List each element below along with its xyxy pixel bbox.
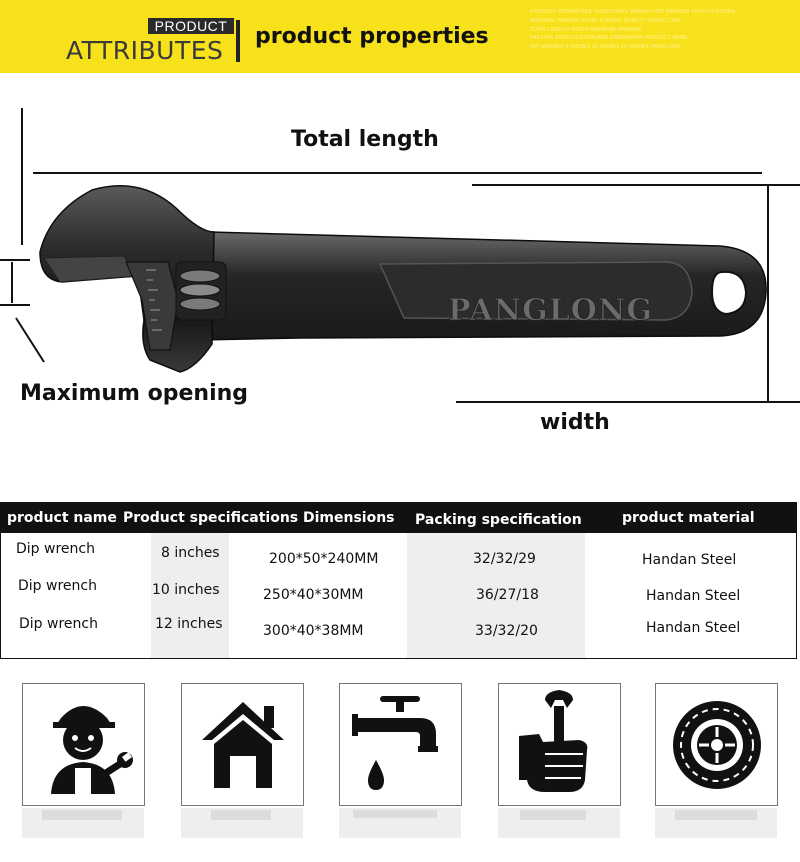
wrench-image bbox=[40, 186, 766, 372]
reflection bbox=[339, 808, 461, 838]
hand-wrench-icon bbox=[498, 683, 621, 806]
mechanic-icon bbox=[22, 683, 145, 806]
worm-gear bbox=[176, 262, 226, 320]
fine-print-line: MATERIAL HANDAN STEEL FORGED QUALITY INSPECTION bbox=[530, 17, 681, 24]
attributes-label: ATTRIBUTES bbox=[66, 36, 224, 65]
product-badge: PRODUCT bbox=[148, 18, 234, 34]
tire-icon bbox=[655, 683, 778, 806]
fine-print-line: DIP WRENCH 8 INCHES 10 INCHES 12 INCHES PANGLONG bbox=[530, 44, 681, 51]
reflection bbox=[655, 808, 777, 838]
cell-name: Dip wrench bbox=[18, 578, 97, 594]
faucet-icon bbox=[339, 683, 462, 806]
cell-material: Handan Steel bbox=[642, 552, 737, 568]
cell-name: Dip wrench bbox=[16, 541, 95, 557]
header-dimensions: Dimensions bbox=[303, 510, 395, 526]
fine-print-line: PACKING SPECIFICATION AND DIMENSIONS PRODUCT NAME bbox=[530, 35, 688, 42]
cell-material: Handan Steel bbox=[646, 588, 741, 604]
spec-table bbox=[0, 502, 797, 659]
total-length-label: Total length bbox=[291, 127, 439, 152]
table-header bbox=[1, 503, 796, 533]
cell-packing: 32/32/29 bbox=[473, 551, 536, 567]
cell-dimensions: 200*50*240MM bbox=[269, 551, 379, 567]
header-specifications: Product specifications bbox=[123, 510, 299, 526]
max-opening-lines bbox=[0, 108, 44, 362]
header-product-name: product name bbox=[7, 510, 117, 526]
header-packing: Packing specification bbox=[415, 512, 582, 528]
width-label: width bbox=[540, 410, 610, 435]
cell-name: Dip wrench bbox=[19, 616, 98, 632]
cell-spec: 10 inches bbox=[152, 582, 220, 598]
cell-spec: 12 inches bbox=[155, 616, 223, 632]
reflection bbox=[22, 808, 144, 838]
cell-dimensions: 250*40*30MM bbox=[263, 587, 364, 603]
page-title: product properties bbox=[255, 24, 489, 49]
cell-spec: 8 inches bbox=[161, 545, 220, 561]
reflection bbox=[181, 808, 303, 838]
header-material: product material bbox=[622, 510, 755, 526]
fine-print-line: TOTAL LENGTH WIDTH MAXIMUM OPENING bbox=[530, 26, 642, 33]
max-opening-label: Maximum opening bbox=[20, 381, 249, 406]
cell-material: Handan Steel bbox=[646, 620, 741, 636]
brand-text: PANGLONG bbox=[448, 293, 653, 328]
cell-dimensions: 300*40*38MM bbox=[263, 623, 364, 639]
house-icon bbox=[181, 683, 304, 806]
reflection bbox=[498, 808, 620, 838]
fine-print-line: PRODUCT PROPERTIES: ADJUSTABLE WRENCH DIP WRENCH SPECIFICATIONS bbox=[530, 9, 736, 15]
cell-packing: 36/27/18 bbox=[476, 587, 539, 603]
cell-packing: 33/32/20 bbox=[475, 623, 538, 639]
